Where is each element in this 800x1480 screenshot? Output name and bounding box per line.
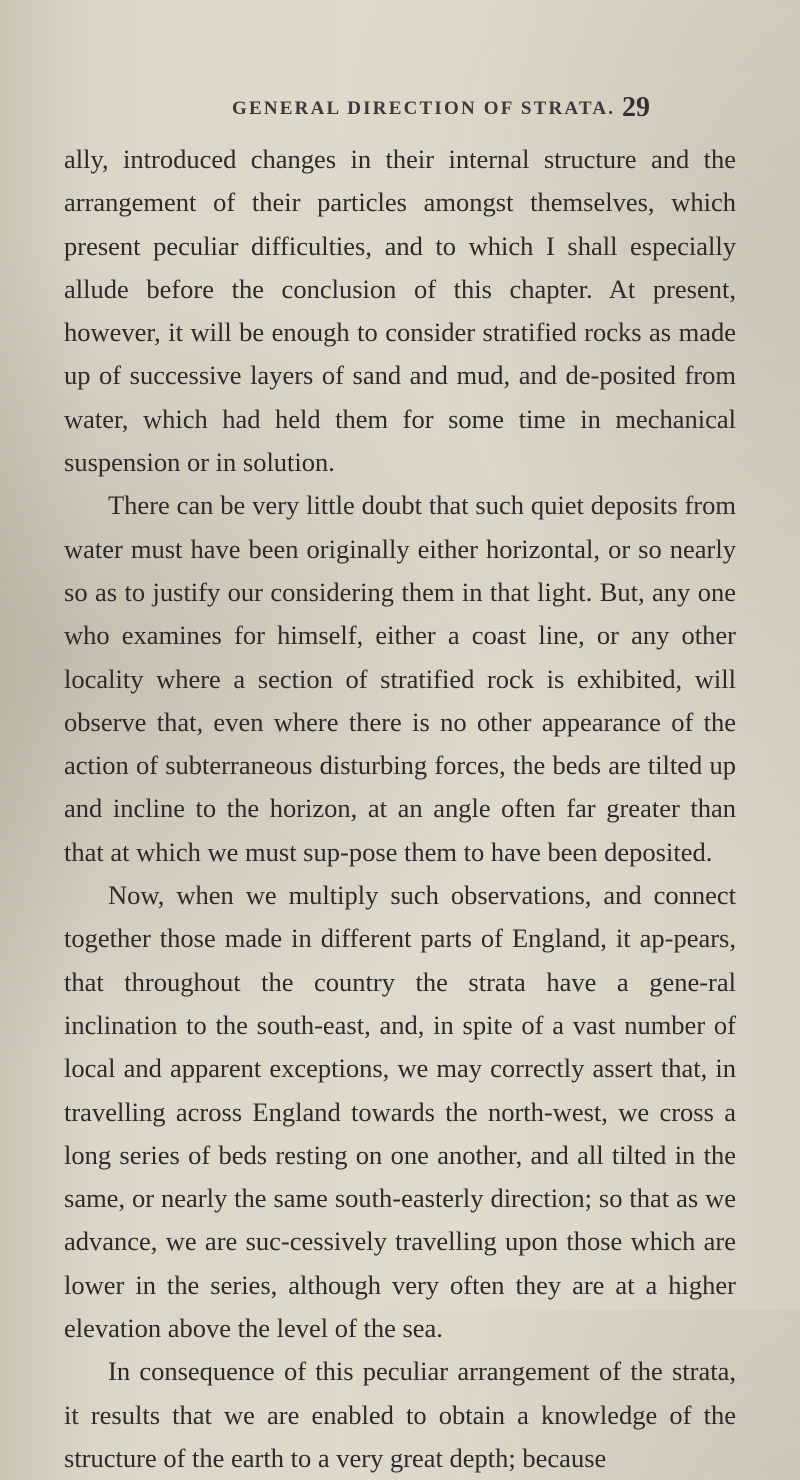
paragraph: Now, when we multiply such observations, and connect together those made in different parts of England, it ap-pears, that throughout the country the strata have a gene-ral inclination to the south-east, and, in spite of a vast number of local and apparent exceptions, we may correctly assert that, in travelling across England towards the north-west, we cross a long series of beds resting on one another, and all tilted in the same, or nearly the same south-easterly direction; so that as we advance, we are suc-cessively travelling upon those which are lower in the series, although very often they are at a higher elevation above the level of the sea. [64, 880, 736, 1344]
paragraph: In consequence of this peculiar arrangement of the strata, it results that we are enabled to obtain a knowledge of the structure of the earth to a very great depth; because [64, 1356, 736, 1473]
paragraph-continued: ally, introduced changes in their internal structure and the arrangement of their particles amongst themselves, which present peculiar difficulties, and to which I shall especially allude before the conclusion of this chapter. At present, however, it will be enough to consider stratified rocks as made up of successive layers of sand and mud, and de-posited from water, which had held them for some time in mechanical suspension or in solution. [64, 144, 736, 478]
running-title: GENERAL DIRECTION OF STRATA. [232, 98, 616, 119]
body-text [64, 138, 736, 1480]
paragraph: There can be very little doubt that such quiet deposits from water must have been originally either horizontal, or so nearly so as to justify our considering them in that light. But, any one who examines for himself, either a coast line, or any other locality where a section of stratified rock is exhibited, will observe that, even where there is no other appearance of the action of subterraneous disturbing forces, the beds are tilted up and incline to the horizon, at an angle often far greater than that at which we must sup-pose them to have been deposited. [64, 490, 736, 867]
page-number: 29 [622, 92, 650, 123]
running-head [232, 94, 652, 124]
